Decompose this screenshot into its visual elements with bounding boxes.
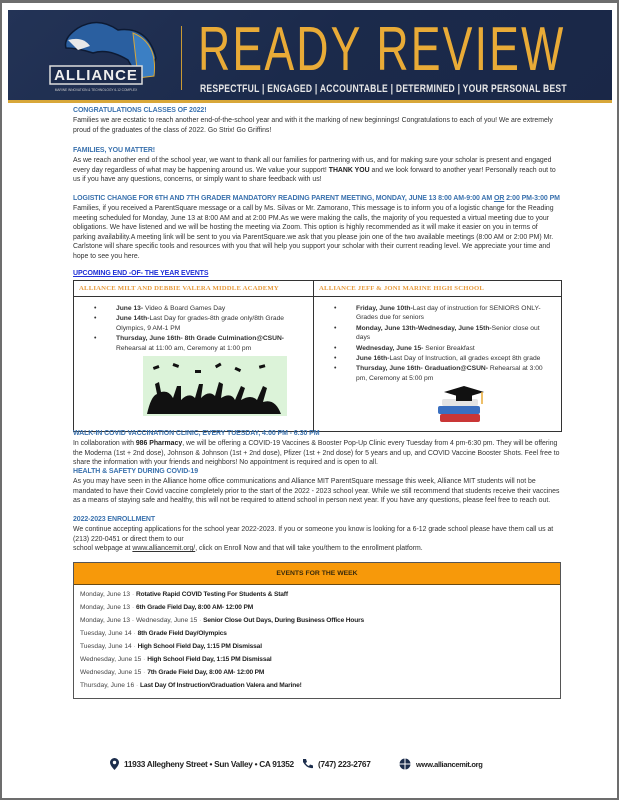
section-heading: WALK-IN COVID VACCINATION CLINIC, EVERY TUESDAY, 4:00 PM - 6:30 PM — [73, 430, 320, 437]
section-heading: CONGRATULATIONS CLASSES OF 2022! — [73, 107, 207, 114]
upcoming-events-table — [73, 280, 562, 432]
footer-address — [110, 758, 294, 770]
section-body: We continue accepting applications for the school year 2022-2023. If you or someone you know is looking for a 6-12 grade school please have them call us at (213) 220-0451 or direct them to our school webpage at www.alliancemit.org/, click on Enroll Now and that will take you/them to the enrollment platform. — [73, 526, 554, 553]
school-motto: RESPECTFUL | ENGAGED | ACCOUNTABLE | DETERMINED | YOUR PERSONAL BEST — [200, 83, 567, 95]
newsletter-title: READY REVIEW — [198, 15, 566, 84]
logistic-section — [73, 194, 561, 262]
event-date: Monday, June 13 · Wednesday, June 15 — [80, 617, 198, 624]
event-date: Wednesday, June 15 — [80, 669, 142, 676]
section-body: As we reach another end of the school year, we want to thank all our families for partnering with us, and for making sure your scholar is present and engaged every day regardless of what may be happening around us. We value your support! THANK YOU and we look forward to another year! Personally reach out to us if you have any questions, concerns, or simply want to share feedback with us! — [73, 157, 556, 184]
list-item: • Wednesday, June 15- Senior Breakfast — [334, 344, 553, 353]
week-event-row: Monday, June 13 · Rotative Rapid COVID Testing For Students & Staff — [80, 591, 288, 598]
week-event-row: Wednesday, June 15 · 7th Grade Field Day, 8:00 AM- 12:00 PM — [80, 669, 265, 676]
high-school-title: ALLIANCE JEFF & JONI MARINE HIGH SCHOOL — [314, 281, 562, 297]
phone-icon — [302, 758, 313, 769]
section-body: As you may have seen in the Alliance home office communications and Alliance MIT ParentSquare message this week, Alliance MIT students will not be mandated to have their Covid vaccine completely prior to the start of the 2022 - 2023 school year. While we still recommend that students receive their vaccines as a means of staying safe and healthy, this will not be required to attend school in person next year. If you have any questions, please feel free to reach out. — [73, 478, 560, 505]
event-date: Monday, June 13 — [80, 591, 131, 598]
event-date: Monday, June 13 — [80, 604, 131, 611]
events-for-week-box — [73, 562, 561, 699]
list-item: • Friday, June 10th-Last day of instruction for SENIORS ONLY-Grades due for seniors — [334, 304, 553, 323]
event-title: High School Field Day, 1:15 PM Dismissal — [137, 643, 262, 650]
congrats-section — [73, 106, 561, 135]
middle-school-events — [74, 297, 314, 432]
list-item: • Thursday, June 16th- Graduation@CSUN- Rehearsal at 3:00 pm, Ceremony at 5:00 pm — [334, 364, 553, 383]
event-title: 6th Grade Field Day, 8:00 AM- 12:00 PM — [135, 604, 254, 611]
website-text[interactable]: www.alliancemit.org — [416, 759, 483, 769]
newsletter-banner — [8, 10, 612, 103]
list-item: • June 16th-Last Day of Instruction, all grades except 8th grade — [334, 354, 553, 363]
week-event-row: Thursday, June 16 · Last Day Of Instruction/Graduation Valera and Marine! — [80, 682, 302, 689]
section-body: Families we are ecstatic to reach another end-of-the-school year and with it the marking of new beginnings! Congratulations to each of you! We are extremely proud of the graduates of the class of 2022. Go Strix! Go Griffins! — [73, 117, 553, 134]
list-item: • Thursday, June 16th- 8th Grade Culmination@CSUN-Rehearsal at 11:00 am, Ceremony at 1:00 pm — [94, 334, 305, 353]
event-title: High School Field Day, 1:15 PM Dismissal — [147, 656, 272, 663]
week-event-row: Wednesday, June 15 · High School Field Day, 1:15 PM Dismissal — [80, 656, 272, 663]
high-school-events — [314, 297, 562, 432]
graduates-silhouette-image — [143, 356, 287, 416]
week-event-row: Monday, June 13 · 6th Grade Field Day, 8:00 AM- 12:00 PM — [80, 604, 254, 611]
event-title: Last Day Of Instruction/Graduation Valera and Marine! — [140, 682, 302, 689]
globe-icon — [399, 758, 411, 770]
vaccination-clinic-section — [73, 429, 561, 468]
section-body: In collaboration with 986 Pharmacy, we will be offering a COVID-19 Vaccines & Booster Pop-Up Clinic every Tuesday from 4 pm-6:30 pm. They will be offering the Moderna (1st + 2nd dose), Johnson & Johnson (1st + 2nd dose), Pfizer (1st + 2nd dose) for 5 years and up, and COVID Vaccine Booster Shots. Feel free to share the information with your friends and neighbors! No appointment is required and is open to all. — [73, 440, 560, 467]
list-item: • Monday, June 13th-Wednesday, June 15th-Senior close out days — [334, 324, 553, 343]
event-title: Rotative Rapid COVID Testing For Students & Staff — [135, 591, 288, 598]
section-heading: FAMILIES, YOU MATTER! — [73, 147, 156, 154]
section-heading: HEALTH & SAFETY DURING COVID-19 — [73, 468, 198, 475]
health-safety-section — [73, 467, 561, 506]
footer-website — [399, 758, 483, 770]
event-date: Wednesday, June 15 — [80, 656, 142, 663]
enrollment-section — [73, 515, 561, 554]
graduation-books-image — [434, 384, 488, 426]
week-event-row: Tuesday, June 14 · High School Field Day, 1:15 PM Dismissal — [80, 643, 262, 650]
middle-school-title: ALLIANCE MILT AND DEBBIE VALERA MIDDLE ACADEMY — [74, 281, 314, 297]
event-title: Senior Close Out Days, During Business Office Hours — [203, 617, 365, 624]
event-date: Tuesday, June 14 — [80, 643, 132, 650]
svg-text:MARINE INNOVATION & TECHNOLOGY: MARINE INNOVATION & TECHNOLOGY 6-12 COMPLEX — [54, 88, 138, 92]
week-event-row: Tuesday, June 14 · 8th Grade Field Day/Olympics — [80, 630, 227, 637]
section-body: Families, if you received a ParentSquare message or a call by Ms. Silvas or Mr. Zamorano, This message is to inform you of a logistic change for the Reading meeting scheduled for Monday, June 13 at 8:00 AM and at 2:00 PM.As we were making the calls, the majority of you requested a virtual meeting due to your obligations. We have listened and we will be hosting the meeting via Zoom. This option is highly recommended as it will make it easier on you in terms of parking availability.A meeting link will be sent to you via ParentSquare.we ask that you please join one of the two available meetings (8:00 AM or 2:00 PM) Mr. Carlstone will share specific tools and resources with you that will help you support your scholar with their current reading level. We appreciate your time and hope to see you here. — [73, 205, 554, 260]
section-heading: 2022-2023 ENROLLMENT — [73, 516, 156, 523]
address-text: 11933 Allegheny Street • Sun Valley • CA 91352 — [124, 759, 294, 769]
event-date: Thursday, June 16 — [80, 682, 135, 689]
list-item: • June 13- Video & Board Games Day — [94, 304, 305, 313]
location-pin-icon — [110, 758, 119, 770]
event-title: 7th Grade Field Day, 8:00 AM- 12:00 PM — [147, 669, 265, 676]
events-week-heading: EVENTS FOR THE WEEK — [74, 562, 560, 585]
upcoming-events-heading: UPCOMING END -OF- THE YEAR EVENTS — [73, 270, 209, 277]
week-event-row: Monday, June 13 · Wednesday, June 15 · Senior Close Out Days, During Business Office Hours — [80, 617, 365, 624]
school-website-link[interactable]: www.alliancemit.org/ — [132, 545, 196, 553]
event-date: Tuesday, June 14 — [80, 630, 132, 637]
footer-phone — [302, 758, 371, 769]
section-heading: LOGISTIC CHANGE FOR 6TH AND 7TH GRADER MANDATORY READING PARENT MEETING, MONDAY, JUNE 13 8:00 AM-9:00 AM OR 2:00 PM-3:00 PM — [73, 195, 560, 202]
families-section — [73, 146, 561, 185]
banner-divider — [181, 26, 182, 90]
phone-text: (747) 223-2767 — [318, 758, 371, 769]
alliance-griffin-logo — [38, 18, 168, 98]
event-title: 8th Grade Field Day/Olympics — [137, 630, 227, 637]
svg-text:ALLIANCE: ALLIANCE — [54, 67, 138, 84]
list-item: • June 14th-Last Day for grades-8th grade only/8th Grade Olympics, 9 AM-1 PM — [94, 314, 305, 333]
